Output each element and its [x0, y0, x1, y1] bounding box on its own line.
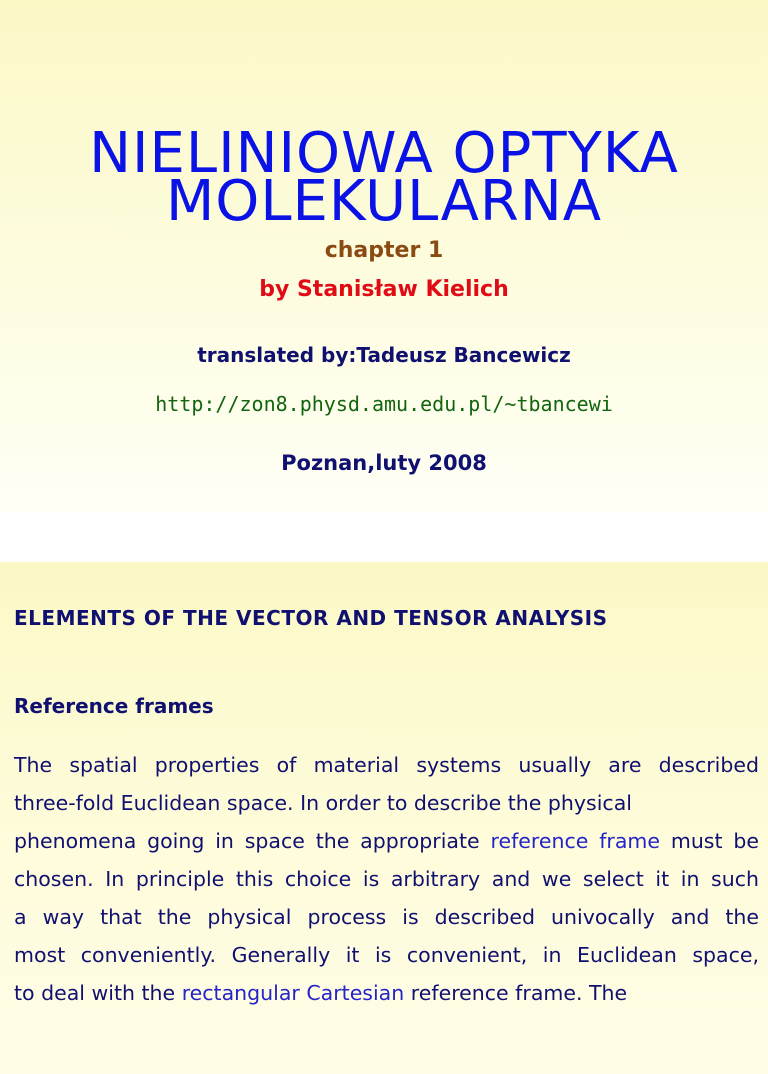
title-slide	[0, 0, 768, 512]
body-line: three-fold Euclidean space. In order to describe the physical	[14, 791, 632, 815]
translator-url-link[interactable]: http://zon8.physd.amu.edu.pl/~tbancewi	[155, 392, 613, 416]
body-line: most conveniently. Generally it is convenient, in Euclidean space,	[14, 943, 759, 967]
body-line: The spatial properties of material systems usually are described	[14, 753, 759, 777]
author-line: by Stanisław Kielich	[259, 277, 509, 302]
body-text-span: reference frame. The	[410, 981, 628, 1005]
body-text-span: must be	[670, 829, 759, 853]
body-line	[14, 822, 759, 860]
document-title-line-2: MOLEKULARNA	[165, 169, 603, 234]
body-text-span: phenomena going in space the appropriate	[14, 829, 480, 853]
body-line: a way that the physical process is described univocally and the	[14, 905, 759, 929]
body-line: chosen. In principle this choice is arbitrary and we select it in such	[14, 867, 759, 891]
content-slide	[0, 562, 768, 1074]
body-line	[14, 974, 759, 1012]
chapter-label: chapter 1	[324, 238, 444, 263]
place-date-line: Poznan,luty 2008	[281, 451, 487, 475]
reference-frame-term-link[interactable]: reference frame	[490, 829, 660, 853]
body-text-span: to deal with the	[14, 981, 176, 1005]
body-paragraph	[14, 746, 759, 1012]
translator-line: translated by:Tadeusz Bancewicz	[197, 343, 571, 367]
subsection-heading: Reference frames	[14, 694, 214, 718]
document-title-line-1: NIELINIOWA OPTYKA	[89, 121, 679, 186]
section-heading: ELEMENTS OF THE VECTOR AND TENSOR ANALYSIS	[14, 606, 608, 630]
rectangular-cartesian-term-link[interactable]: rectangular Cartesian	[181, 981, 405, 1005]
page-separator	[0, 512, 768, 562]
